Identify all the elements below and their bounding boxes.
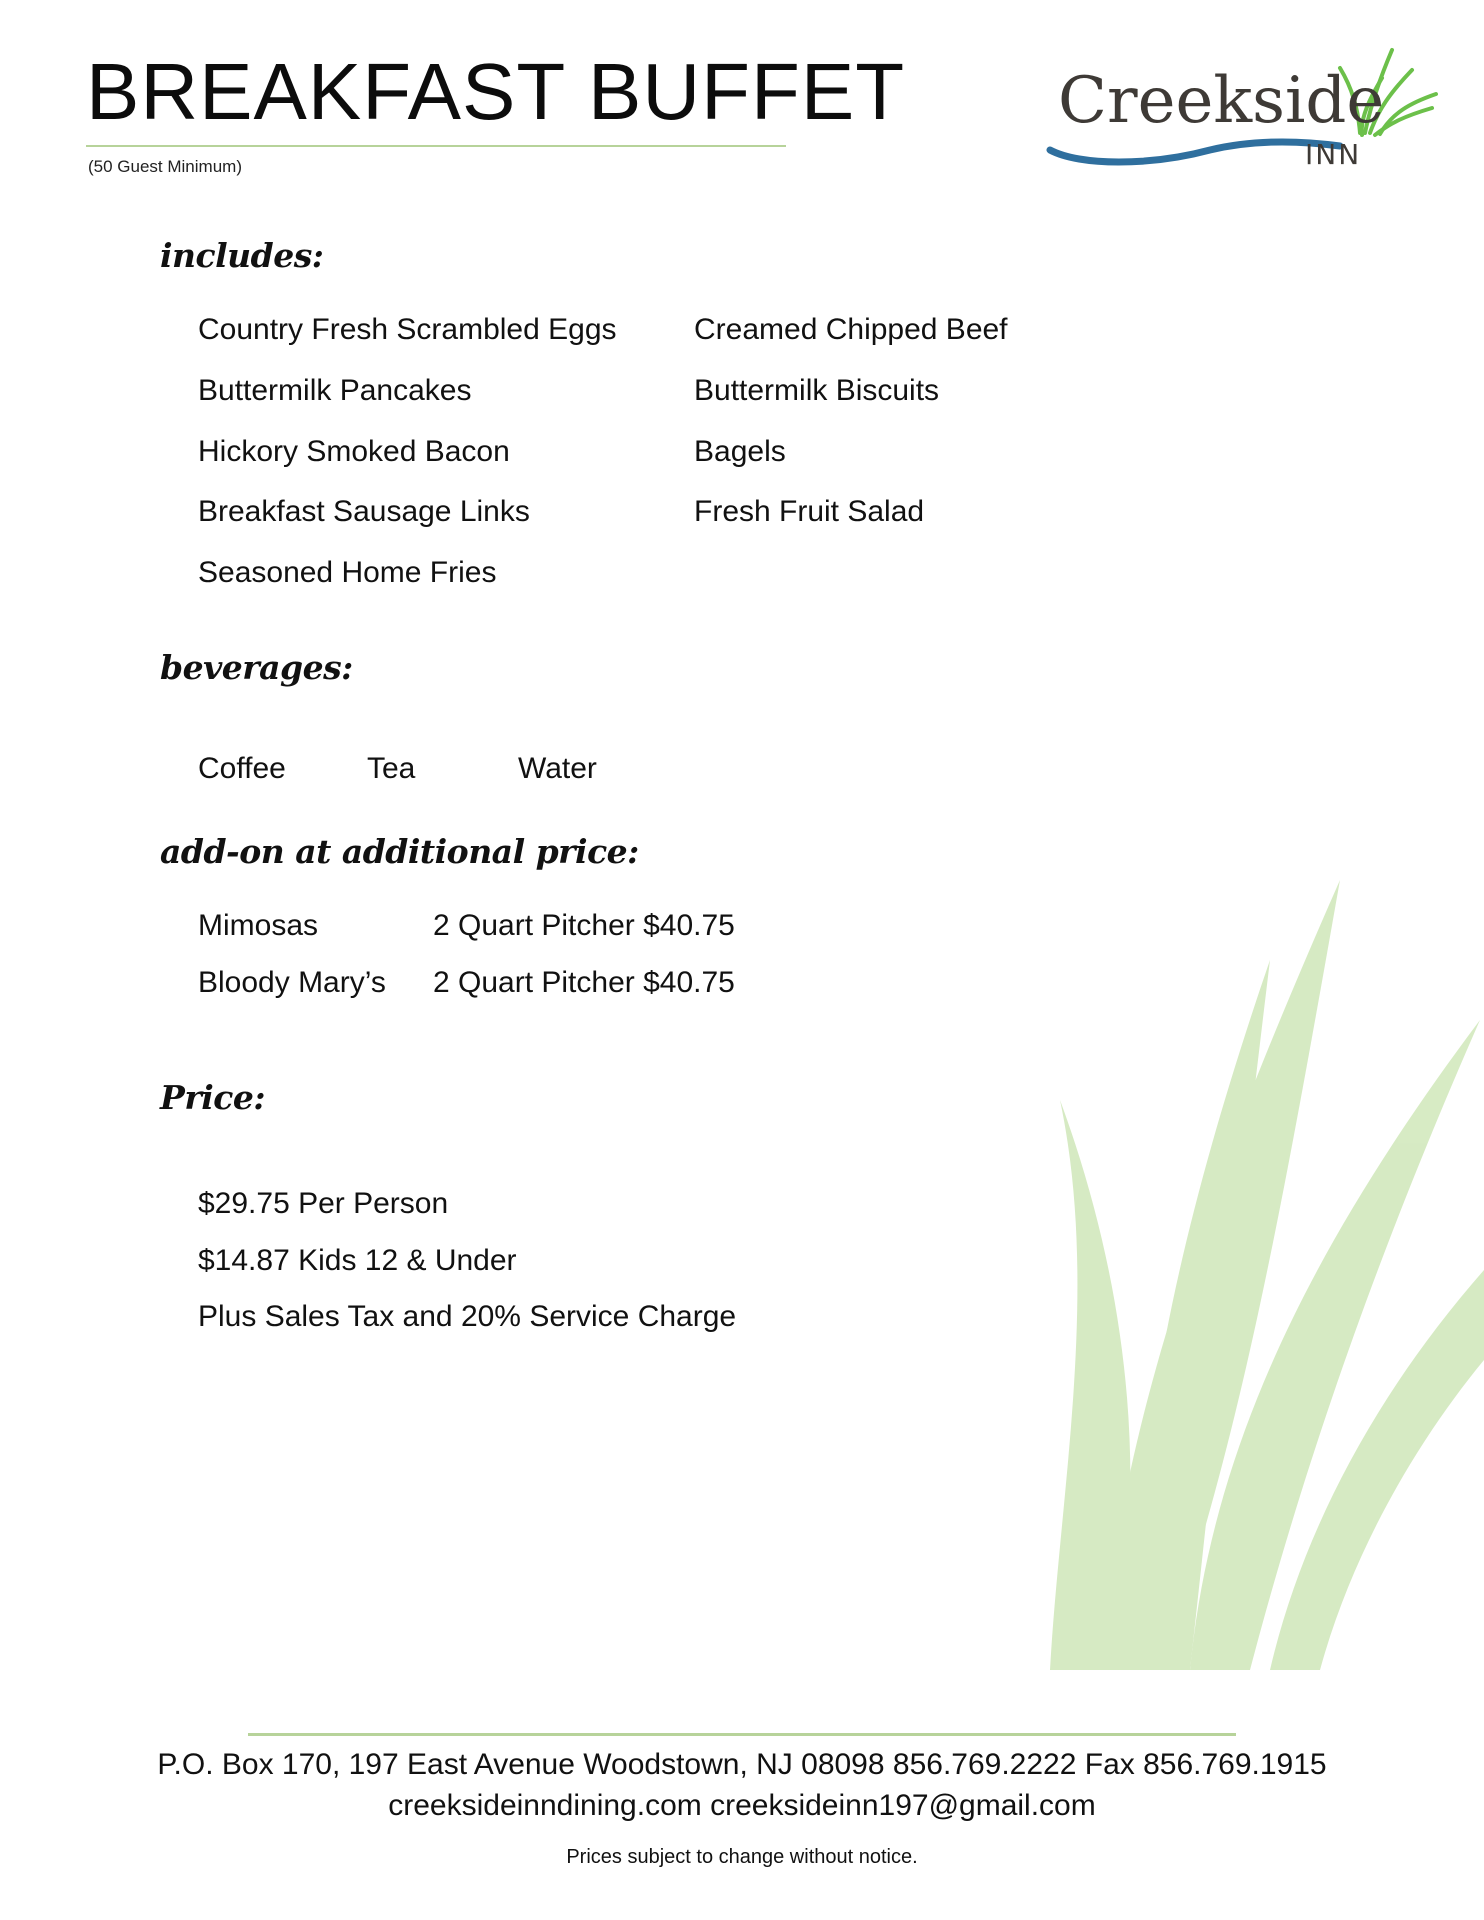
- list-item: Breakfast Sausage Links: [198, 495, 530, 528]
- guest-minimum-note: (50 Guest Minimum): [88, 157, 242, 176]
- logo-wordmark: Creekside: [1058, 64, 1385, 138]
- list-item: Bagels: [694, 435, 786, 468]
- price-line: $14.87 Kids 12 & Under: [198, 1244, 517, 1277]
- footer-disclaimer: Prices subject to change without notice.: [566, 1846, 918, 1868]
- page-title: BREAKFAST BUFFET: [86, 47, 906, 136]
- addon-name: Bloody Mary’s: [198, 966, 386, 999]
- addons-heading: add-on at additional price:: [160, 832, 639, 871]
- logo-sub: INN: [1305, 138, 1362, 171]
- beverage-item: Coffee: [198, 752, 286, 785]
- price-heading: Price:: [160, 1078, 266, 1117]
- beverage-item: Tea: [367, 752, 416, 785]
- list-item: Seasoned Home Fries: [198, 556, 497, 589]
- list-item: Fresh Fruit Salad: [694, 495, 925, 528]
- footer-contact: creeksideinndining.com creeksideinn197@gmail.com: [388, 1789, 1096, 1822]
- beverages-heading: beverages:: [160, 648, 353, 687]
- title-divider: [86, 145, 786, 147]
- footer-address: P.O. Box 170, 197 East Avenue Woodstown, NJ 08098 856.769.2222 Fax 856.769.1915: [157, 1748, 1327, 1781]
- list-item: Country Fresh Scrambled Eggs: [198, 313, 617, 346]
- includes-heading: includes:: [160, 236, 324, 275]
- price-line: $29.75 Per Person: [198, 1187, 449, 1220]
- grass-watermark-icon: [1040, 840, 1484, 1670]
- water-wave-icon: [1050, 142, 1340, 162]
- list-item: Buttermilk Biscuits: [694, 374, 940, 407]
- beverage-item: Water: [518, 752, 597, 785]
- price-line: Plus Sales Tax and 20% Service Charge: [198, 1300, 737, 1333]
- list-item: Buttermilk Pancakes: [198, 374, 472, 407]
- list-item: Hickory Smoked Bacon: [198, 435, 510, 468]
- addon-detail: 2 Quart Pitcher $40.75: [433, 909, 735, 942]
- addon-name: Mimosas: [198, 909, 319, 942]
- addon-detail: 2 Quart Pitcher $40.75: [433, 966, 735, 999]
- creekside-inn-logo: [1040, 38, 1440, 178]
- list-item: Creamed Chipped Beef: [694, 313, 1008, 346]
- footer-divider: [248, 1733, 1236, 1736]
